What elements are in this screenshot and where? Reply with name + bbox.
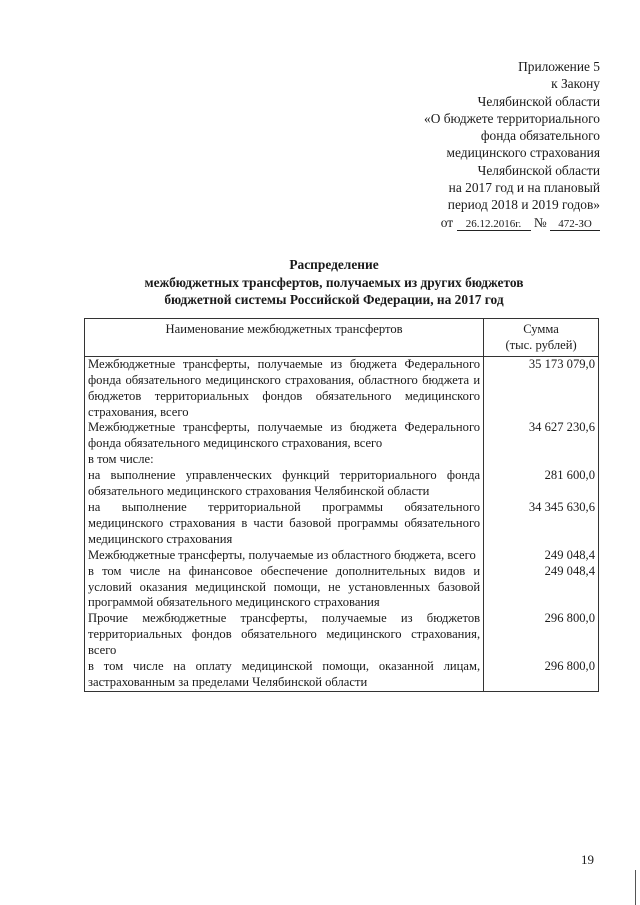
appendix-line: медицинского страхования — [446, 145, 600, 161]
transfer-name: на выполнение территориальной программы обязательного медицинского страхования в части базовой программы обязательного медицинского страхования — [85, 500, 484, 548]
appendix-line: фонда обязательного — [480, 128, 600, 144]
number-label: № — [533, 214, 547, 230]
appendix-line: период 2018 и 2019 годов» — [447, 197, 600, 213]
transfer-amount: 35 173 079,0 — [484, 356, 599, 420]
transfer-amount: 34 627 230,6 — [484, 420, 599, 452]
transfer-name: Межбюджетные трансферты, получаемые из бюджета Федерального фонда обязательного медицинского страхования, всего — [85, 420, 484, 452]
transfer-amount: 281 600,0 — [484, 468, 599, 500]
table-row — [85, 659, 599, 691]
transfer-name: Межбюджетные трансферты, получаемые из бюджета Федерального фонда обязательного медицинского страхования, областного бюджета и бюджетов территориальных фондов обязательного медицинского страхования, всего — [85, 356, 484, 420]
column-header-name: Наименование межбюджетных трансфертов — [85, 319, 484, 357]
transfer-amount: 296 800,0 — [484, 611, 599, 659]
law-number: 472-ЗО — [550, 218, 600, 231]
appendix-line: на 2017 год и на плановый — [448, 180, 600, 196]
table-row — [85, 420, 599, 452]
title-line: бюджетной системы Российской Федерации, на 2017 год — [164, 292, 504, 307]
appendix-line: к Закону — [551, 76, 600, 92]
from-label: от — [440, 214, 454, 230]
transfer-name: на выполнение управленческих функций территориального фонда обязательного медицинского страхования Челябинской области — [85, 468, 484, 500]
transfer-amount: 296 800,0 — [484, 659, 599, 691]
table-row — [85, 500, 599, 548]
appendix-line: «О бюджете территориального — [424, 110, 600, 126]
transfer-name: Прочие межбюджетные трансферты, получаемые из бюджетов территориальных фондов обязательного медицинского страхования, всего — [85, 611, 484, 659]
page-number: 19 — [581, 852, 594, 867]
appendix-line: Челябинской области — [477, 93, 600, 109]
transfer-name: в том числе на финансовое обеспечение дополнительных видов и условий оказания медицинской помощи, не установленных базовой программой обязательного медицинского страхования — [85, 564, 484, 612]
appendix-line: Приложение 5 — [518, 59, 600, 74]
title-line: межбюджетных трансфертов, получаемых из других бюджетов — [144, 274, 524, 290]
transfer-amount: 249 048,4 — [484, 548, 599, 564]
title-line: Распределение — [289, 257, 379, 272]
table-row — [85, 564, 599, 612]
appendix-line: Челябинской области — [477, 162, 600, 178]
column-header-amount — [484, 319, 599, 357]
table-row — [85, 468, 599, 500]
table-row — [85, 548, 599, 564]
transfer-amount: 249 048,4 — [484, 564, 599, 612]
document-title — [84, 256, 584, 309]
appendix-block — [380, 58, 600, 231]
amount-header-unit: (тыс. рублей) — [505, 337, 577, 352]
transfer-name: в том числе на оплату медицинской помощи, оказанной лицам, застрахованным за пределами Челябинской области — [85, 659, 484, 691]
scan-edge-mark — [635, 870, 636, 905]
transfer-amount — [484, 452, 599, 468]
transfer-amount: 34 345 630,6 — [484, 500, 599, 548]
table-row — [85, 356, 599, 420]
table-header-row — [85, 319, 599, 357]
transfer-name: Межбюджетные трансферты, получаемые из областного бюджета, всего — [85, 548, 484, 564]
law-date-number — [380, 214, 600, 231]
transfers-table — [84, 318, 599, 692]
table-row — [85, 452, 599, 468]
table-row — [85, 611, 599, 659]
transfer-name: в том числе: — [85, 452, 484, 468]
amount-header-line: Сумма — [523, 322, 559, 336]
law-date: 26.12.2016г. — [457, 218, 531, 231]
